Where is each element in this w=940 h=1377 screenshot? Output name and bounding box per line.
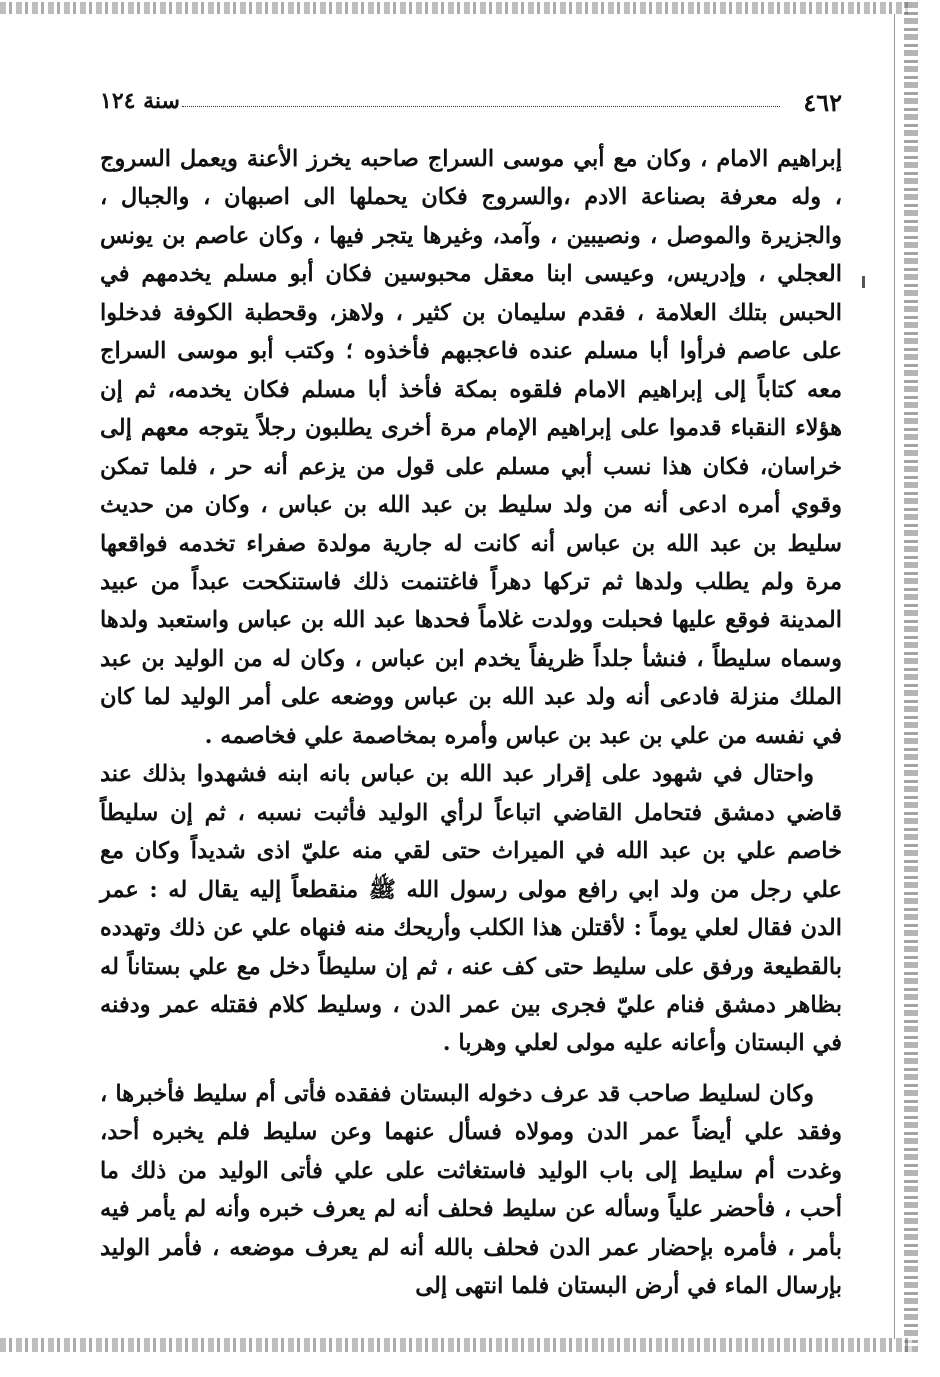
inner-frame-rule <box>894 14 895 1339</box>
page-number: ٤٦٢ <box>803 88 842 117</box>
paragraph-3: وكان لسليط صاحب قد عرف دخوله البستان ففقده فأتى أم سليط فأخبرها ، وفقد علي أيضاً عمر الدن ومولاه فسأل عنهما وعن سليط فلم يخبره أحد، وغدت أم سليط إلى باب الوليد فاستغاثت على علي فأتى الوليد من ذلك ما أحب ، فأحضر علياً وسأله عن سليط فحلف أنه لم يعرف خبره وأنه لم يأمر فيه بأمر ، فأمره بإحضار عمر الدن فحلف بالله أنه لم يعرف موضعه ، فأمر الوليد بإرسال الماء في أرض البستان فلما انتهى إلى <box>100 1080 842 1300</box>
header-dotted-leader <box>182 106 780 107</box>
header-year: سنة ١٢٤ <box>100 88 180 114</box>
margin-mark <box>862 276 865 288</box>
paragraph-1: إبراهيم الامام ، وكان مع أبي موسى السراج صاحبه يخرز الأعنة ويعمل السروج ، وله معرفة بصناعة الادم ،والسروج فكان يحملها الى اصبهان ، والجبال ، والجزيرة والموصل ، ونصيبين ، وآمد، وغيرها يتجر فيها ، وكان عاصم بن يونس العجلي ، وإدريس، وعيسى ابنا معقل محبوسين فكان أبو مسلم يخدمهم في الحبس بتلك العلامة ، فقدم سليمان بن كثير ، ولاهز، وقحطبة الكوفة فدخلوا على عاصم فرأوا أبا مسلم عنده فاعجبهم فأخذوه ؛ وكتب أبو موسى السراج معه كتاباً إلى إبراهيم الامام فلقوه بمكة فأخذ أبا مسلم فكان يخدمه، ثم إن هؤلاء النقباء قدموا على إبراهيم الإمام مرة أخرى يطلبون رجلاً يتوجه معهم إلى خراسان، فكان هذا نسب أبي مسلم على قول من يزعم أنه حر ، فلما تمكن وقوي أمره ادعى أنه من ولد سليط بن عبد الله بن عباس ، وكان من حديث سليط بن عبد الله بن عباس أنه كانت له جارية مولدة صفراء تخدمه فواقعها مرة ولم يطلب ولدها ثم تركها دهراً فاغتنمت ذلك فاستنكحت عبداً من عبيد المدينة فوقع عليها فحبلت وولدت غلاماً فحدها عبد الله بن عباس واستعبد ولدها وسماه سليطاً ، فنشأ جلداً ظريفاً يخدم ابن عباس ، وكان له من الوليد بن عبد الملك منزلة فادعى أنه ولد عبد الله بن عباس ووضعه على أمر الوليد لما كان في نفسه من علي بن عبد بن عباس وأمره بمخاصمة علي فخاصمه . <box>100 146 842 749</box>
decorative-bottom-border <box>0 1338 912 1352</box>
paragraph-2: واحتال في شهود على إقرار عبد الله بن عباس بانه ابنه فشهدوا بذلك عند قاضي دمشق فتحامل القاضي اتباعاً لرأي الوليد فأثبت نسبه ، ثم إن سليطاً خاصم علي بن عبد الله في الميراث حتى لقي منه عليّ اذى شديداً وكان مع علي رجل من ولد ابي رافع مولى رسول الله ﷺ منقطعاً إليه يقال له : عمر الدن فقال لعلي يوماً : لأقتلن هذا الكلب وأريحك منه فنهاه علي عن ذلك وتهدده بالقطيعة ورفق على سليط حتى كف عنه ، ثم إن سليطاً دخل مع علي بستاناً له بظاهر دمشق فنام عليّ فجرى بين عمر الدن ، وسليط كلام فقتله عمر ودفنه في البستان وأعانه عليه مولى لعلي وهربا . <box>100 761 842 1057</box>
decorative-right-border <box>904 0 918 1352</box>
running-header <box>100 88 842 116</box>
body-text <box>100 140 842 1306</box>
decorative-top-border <box>0 2 912 14</box>
